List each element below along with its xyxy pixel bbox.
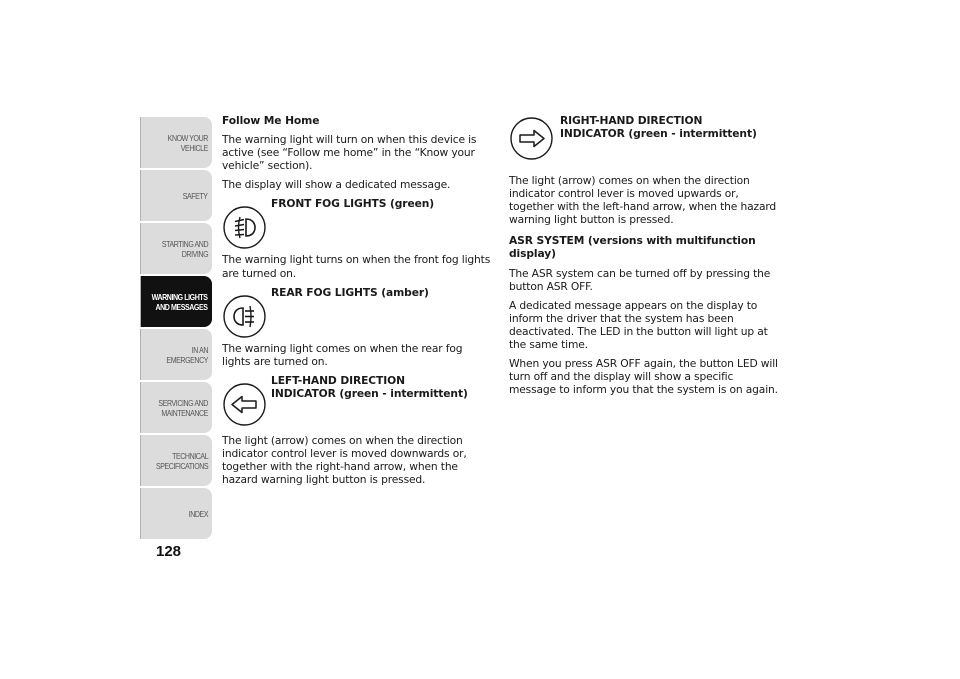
front-fog-light-icon bbox=[222, 205, 267, 250]
right-indicator bbox=[509, 114, 781, 166]
tab-warning-lights-and-messages[interactable] bbox=[140, 276, 212, 327]
left-indicator-title-line1: LEFT-HAND DIRECTION bbox=[271, 373, 405, 387]
left-indicator bbox=[222, 374, 492, 426]
front-fog-indicator bbox=[222, 197, 492, 245]
chapter-tabs bbox=[140, 117, 212, 541]
front-fog-title: FRONT FOG LIGHTS (green) bbox=[271, 197, 435, 211]
tab-safety[interactable] bbox=[140, 170, 212, 221]
right-indicator-title-line1: RIGHT-HAND DIRECTION bbox=[560, 114, 703, 127]
tab-label: STARTING AND DRIVING bbox=[161, 238, 208, 259]
tab-starting-and-driving[interactable] bbox=[140, 223, 212, 274]
rear-fog-indicator bbox=[222, 286, 492, 334]
tab-label: WARNING LIGHTS AND MESSAGES bbox=[152, 291, 208, 312]
tab-know-your-vehicle[interactable] bbox=[140, 117, 212, 168]
page-number: 128 bbox=[156, 543, 182, 560]
asr-text-2: A dedicated message appears on the display to inform the driver that the system has been deactivated. The LED in the button will light up at the same time. bbox=[509, 298, 768, 352]
tab-label: SAFETY bbox=[183, 190, 208, 201]
tab-technical-specifications[interactable] bbox=[140, 435, 212, 486]
right-column bbox=[509, 114, 781, 396]
rear-fog-light-icon bbox=[222, 294, 267, 339]
asr-text-3: When you press ASR OFF again, the button LED will turn off and the display will show a specific message to inform you that the system is on again. bbox=[509, 357, 778, 397]
tab-label: KNOW YOUR VEHICLE bbox=[167, 132, 208, 153]
right-arrow-icon bbox=[509, 116, 554, 161]
left-arrow-icon bbox=[222, 382, 267, 427]
follow-me-home-title: Follow Me Home bbox=[222, 114, 320, 127]
tab-label: TECHNICAL SPECIFICATIONS bbox=[155, 450, 208, 471]
tab-label: INDEX bbox=[188, 508, 208, 519]
follow-me-home-display-text: The display will show a dedicated message. bbox=[222, 178, 451, 192]
asr-text-1: The ASR system can be turned off by pressing the button ASR OFF. bbox=[509, 266, 771, 293]
left-indicator-title-line2: INDICATOR (green - intermittent) bbox=[271, 386, 468, 400]
follow-me-home-text: The warning light will turn on when this device is active (see “Follow me home” in the “Know your vehicle” section). bbox=[222, 133, 477, 173]
front-fog-text: The warning light turns on when the front fog lights are turned on. bbox=[222, 253, 491, 280]
right-indicator-text: The light (arrow) comes on when the direction indicator control lever is moved upwards or, together with the left-hand arrow, when the hazard warning light button is pressed. bbox=[509, 174, 777, 227]
tab-index[interactable] bbox=[140, 488, 212, 539]
asr-title: ASR SYSTEM (versions with multifunction display) bbox=[509, 234, 756, 261]
left-indicator-text: The light (arrow) comes on when the direction indicator control lever is moved downwards or, together with the right-hand arrow, when the hazard warning light button is pressed. bbox=[222, 433, 467, 487]
rear-fog-text: The warning light comes on when the rear fog lights are turned on. bbox=[222, 341, 463, 368]
rear-fog-title: REAR FOG LIGHTS (amber) bbox=[271, 285, 429, 299]
left-column bbox=[222, 114, 492, 486]
tab-label: SERVICING AND MAINTENANCE bbox=[158, 397, 208, 418]
tab-in-an-emergency[interactable] bbox=[140, 329, 212, 380]
tab-servicing-and-maintenance[interactable] bbox=[140, 382, 212, 433]
tab-label: IN AN EMERGENCY bbox=[166, 344, 208, 365]
right-indicator-title-line2: INDICATOR (green - intermittent) bbox=[560, 127, 757, 141]
